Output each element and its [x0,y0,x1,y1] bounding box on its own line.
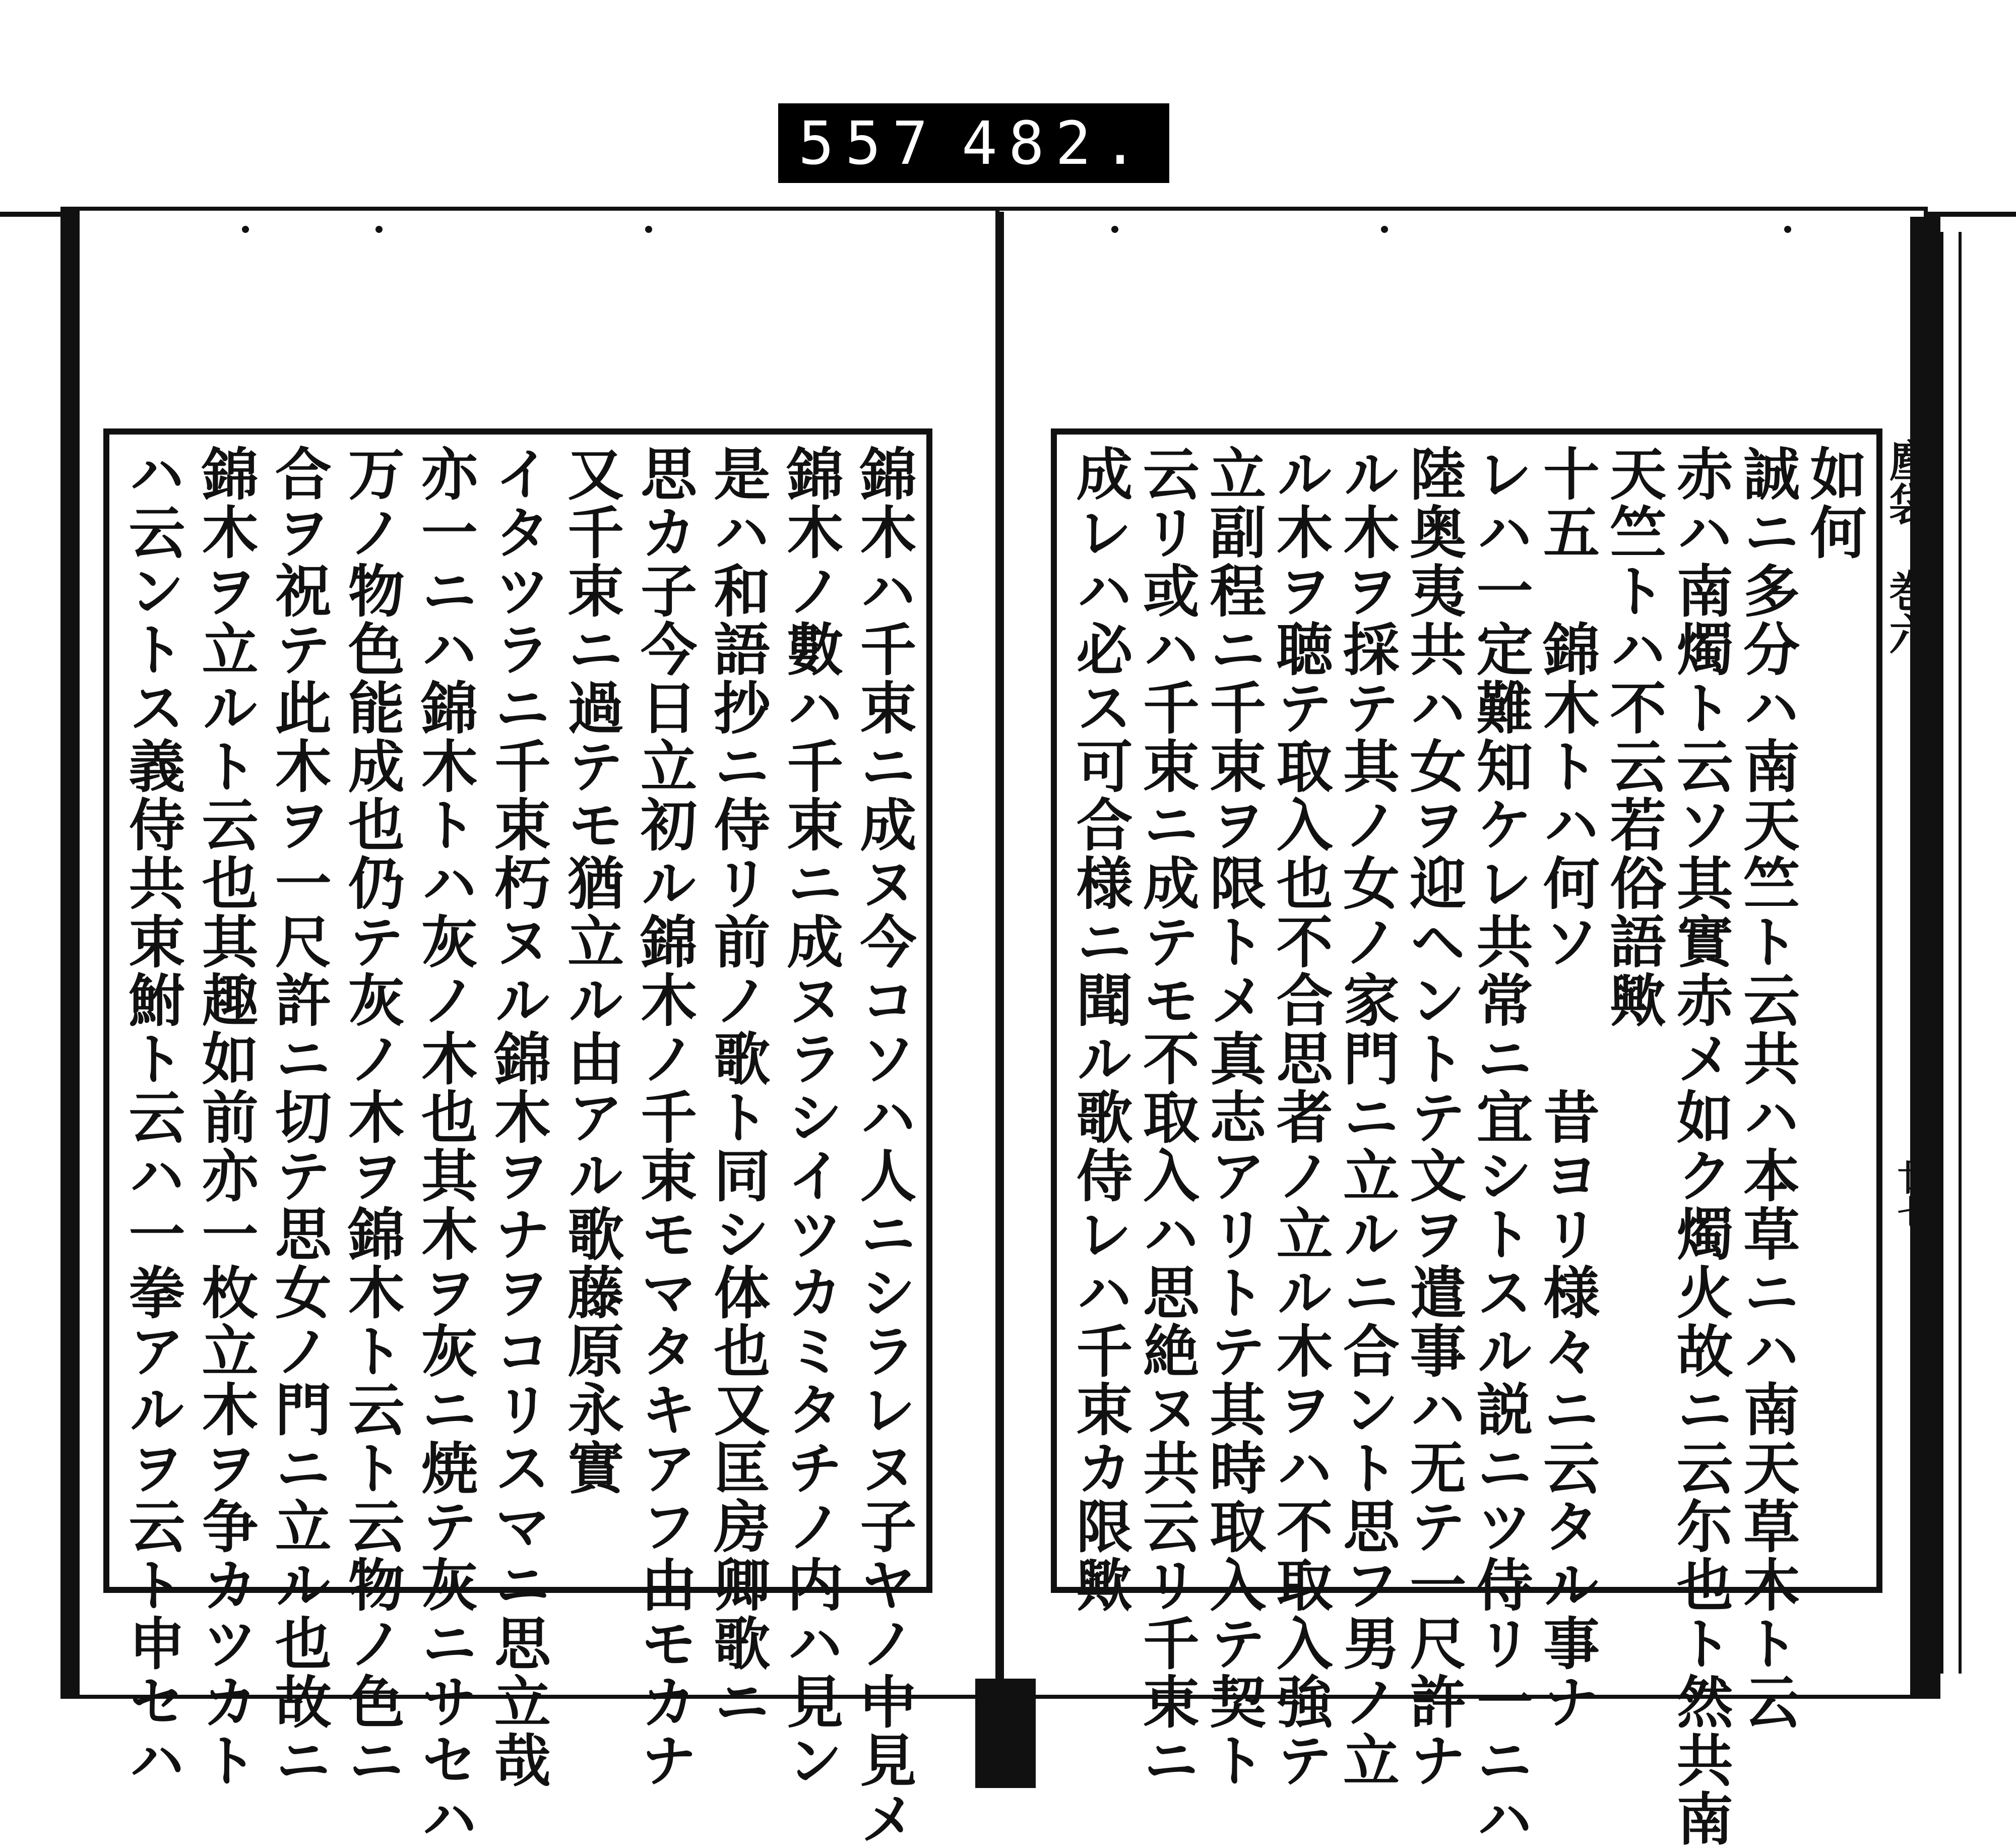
text-column: 十五 錦木トハ何ソ 昔ヨリ様々ニ云タル事ナ [1534,445,1600,1731]
text-column: レハ一定難知ケレ共常ニ宜シトスル説ニツ侍リ一ニハ [1467,445,1534,1848]
text-column: 亦一ニハ錦木トハ灰ノ木也其木ヲ灰ニ焼テ灰ニサセハ [412,445,478,1848]
page-speck [1784,226,1791,233]
page-speck [1381,226,1388,233]
page-speck [1111,226,1118,233]
page-speck [645,226,652,233]
text-column: 誠ニ多分ハ南天竺ト云共ハ本草ニハ南天草木ト云 [1734,445,1800,1731]
text-column: 赤ハ南燭ト云ソ其實赤メ如ク燭火故ニ云尓也ト然共南 [1667,445,1734,1848]
text-column: イタツラニ千束朽ヌル錦木ヲナヲコリスマニ思立哉 [485,445,551,1790]
text-column: 錦木ノ數ハ千束ニ成ヌラシイツカミタチノ内ハ見ン [777,445,844,1790]
text-column: 立副程ニ千束ヲ限トメ真志アリトテ其時取入テ契ト [1200,445,1267,1790]
text-column: 陸奥夷共ハ女ヲ迎ヘントテ文ヲ遣事ハ无テ一尺許ナ [1400,445,1467,1790]
left-text-frame [103,428,932,1848]
text-column: 是ハ和語抄ニ侍リ前ノ歌ト同シ体也又匡房卿歌ニ [704,445,771,1731]
text-column: ハ云ントス義侍共束鮒ト云ハ一拳アルヲ云ト申セハ [119,445,185,1790]
text-column: 成レハ必ス可合様ニ聞ル歌侍レハ千束カ限歟 [1067,445,1133,1614]
text-column: 合ヲ祝テ此木ヲ一尺許ニ切テ思女ノ門ニ立ル也故ニ [266,445,332,1790]
text-column: 又千束ニ過テモ猶立ル由アル歌藤原永實 [558,445,624,1497]
book-gutter [998,212,1004,1719]
left-text-columns [119,445,917,1848]
page-speck [375,226,383,233]
text-column: 天竺トハ不云若俗語歟 [1600,445,1667,1029]
archive-number-left: 557 [798,108,939,178]
text-column: 錦木ハ千束ニ成ヌ今コソハ人ニシラレヌ子ヤノ中見メ [850,445,917,1848]
archive-number-right: 482. [961,108,1149,178]
text-column: 思カ子今日立初ル錦木ノ千束モマタキアフ由モカナ [631,445,698,1790]
text-column: 錦木ヲ立ルト云也其趣如前亦一枚立木ヲ争カツカト [193,445,259,1790]
right-page-stack [1940,232,1962,1674]
running-head: 塵袋 巻六 [1881,439,1932,655]
right-text-columns [1067,445,1867,1848]
page-speck [242,226,249,233]
folio-number: 廿七 [1892,1159,1933,1230]
text-column: ル木ヲ採テ其ノ女ノ家門ニ立ルニ合ント思フ男ノ立 [1334,445,1400,1790]
archive-number-label [778,103,1169,183]
right-text-frame [1051,428,1882,1848]
text-column: 万ノ物色能成也仍テ灰ノ木ヲ錦木ト云ト云物ノ色ニ [339,445,405,1790]
text-column: 如何 [1800,445,1867,562]
text-column: 云リ或ハ千束ニ成テモ不取入ハ思絶ヌ共云リ千束ニ [1133,445,1200,1790]
text-column: ル木ヲ聴テ取入也不合思者ノ立ル木ヲハ不取入強テ [1267,445,1334,1790]
binding-clip [975,1679,1036,1788]
